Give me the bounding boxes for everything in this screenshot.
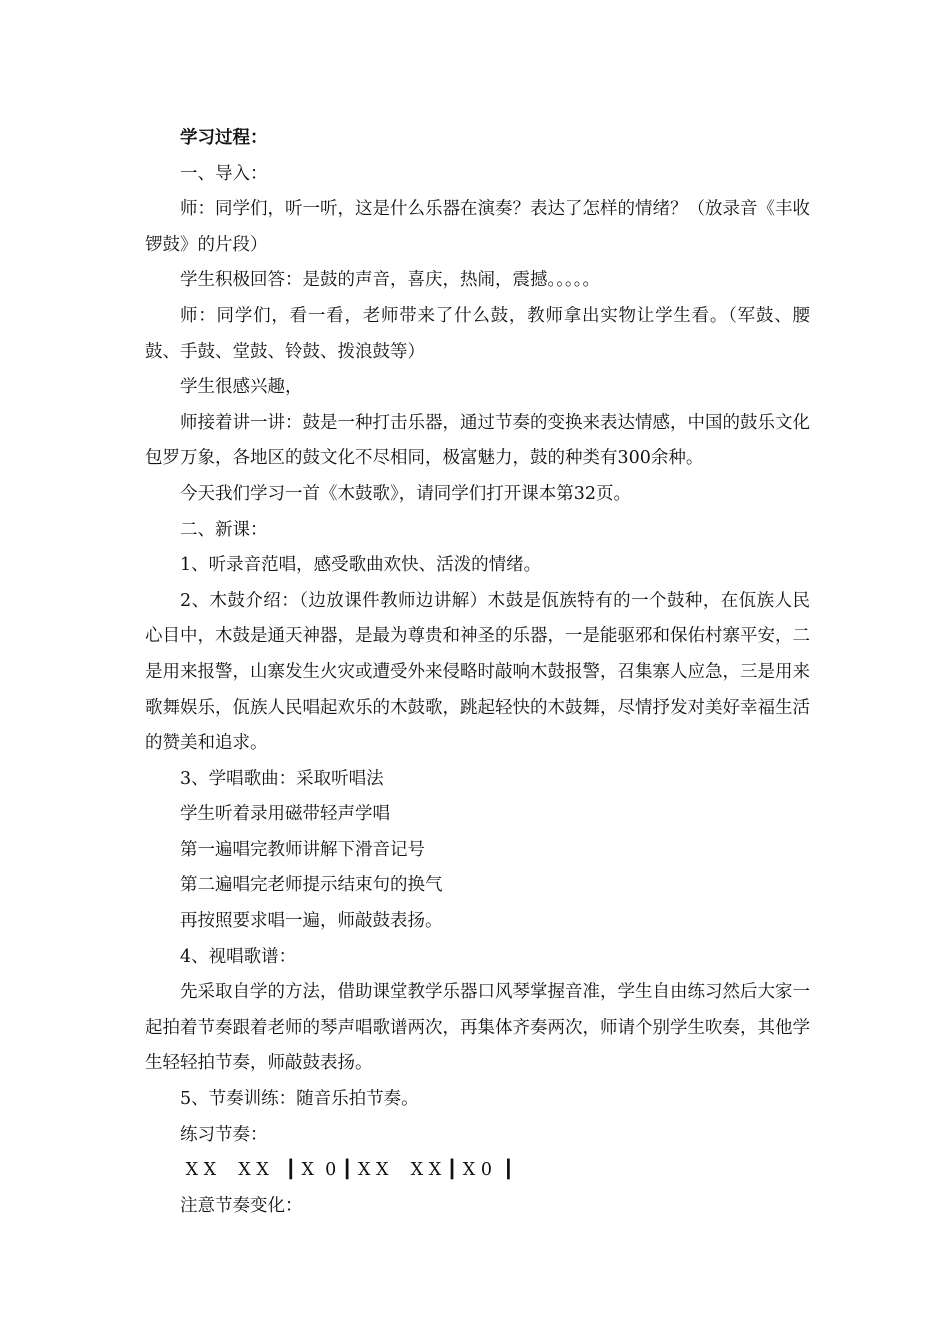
paragraph: 5、节奏训练：随音乐拍节奏。: [180, 1089, 419, 1110]
paragraph: 二、新课：: [180, 519, 268, 540]
paragraph: 学生听着录用磁带轻声学唱: [180, 804, 390, 825]
paragraph: 学生积极回答：是鼓的声音，喜庆，热闹，震撼。。。。。: [180, 270, 600, 291]
paragraph: 2、木鼓介绍：（边放课件教师边讲解）木鼓是佤族特有的一个鼓种，在佤族人民心目中，木鼓是通天神器，是最为尊贵和神圣的乐器，一是能驱邪和保佑村寨平安，二是用来报警，山寨发生火灾或遭受外来侵略时敲响木鼓报警，召集寨人应急，三是用来歌舞娱乐，佤族人民唱起欢乐的木鼓歌，跳起轻快的木鼓舞，尽情抒发对美好幸福生活的赞美和追求。: [145, 590, 810, 754]
paragraph: 一、导入：: [180, 163, 268, 184]
document-body: [145, 121, 810, 1224]
paragraph: 第一遍唱完教师讲解下滑音记号: [180, 839, 425, 860]
paragraph: 今天我们学习一首《木鼓歌》，请同学们打开课本第32页。: [180, 483, 632, 504]
rhythm-notation: X X X X ┃ X 0 ┃ X X X X ┃ X 0 ┃: [180, 1160, 514, 1181]
paragraph: 师：同学们，听一听，这是什么乐器在演奏？表达了怎样的情绪？（放录音《丰收锣鼓》的片段）: [145, 199, 810, 255]
paragraph: 再按照要求唱一遍，师敲鼓表扬。: [180, 911, 443, 932]
paragraph: 4、视唱歌谱：: [180, 946, 297, 967]
section-title: 学习过程：: [180, 128, 268, 148]
paragraph: 先采取自学的方法，借助课堂教学乐器口风琴掌握音准，学生自由练习然后大家一起拍着节奏跟着老师的琴声唱歌谱两次，再集体齐奏两次，师请个别学生吹奏，其他学生轻轻拍节奏，师敲鼓表扬。: [145, 982, 810, 1074]
paragraph: 学生很感兴趣，: [180, 377, 303, 398]
paragraph: 师：同学们，看一看，老师带来了什么鼓，教师拿出实物让学生看。（军鼓、腰鼓、手鼓、堂鼓、铃鼓、拨浪鼓等）: [145, 305, 810, 362]
paragraph: 练习节奏：: [180, 1124, 268, 1145]
paragraph: 3、学唱歌曲：采取听唱法: [180, 768, 384, 789]
paragraph: 注意节奏变化：: [180, 1195, 303, 1216]
paragraph: 师接着讲一讲：鼓是一种打击乐器，通过节奏的变换来表达情感，中国的鼓乐文化包罗万象，各地区的鼓文化不尽相同，极富魅力，鼓的种类有300余种。: [145, 412, 810, 469]
paragraph: 1、听录音范唱，感受歌曲欢快、活泼的情绪。: [180, 555, 542, 576]
paragraph: 第二遍唱完老师提示结束句的换气: [180, 875, 443, 896]
